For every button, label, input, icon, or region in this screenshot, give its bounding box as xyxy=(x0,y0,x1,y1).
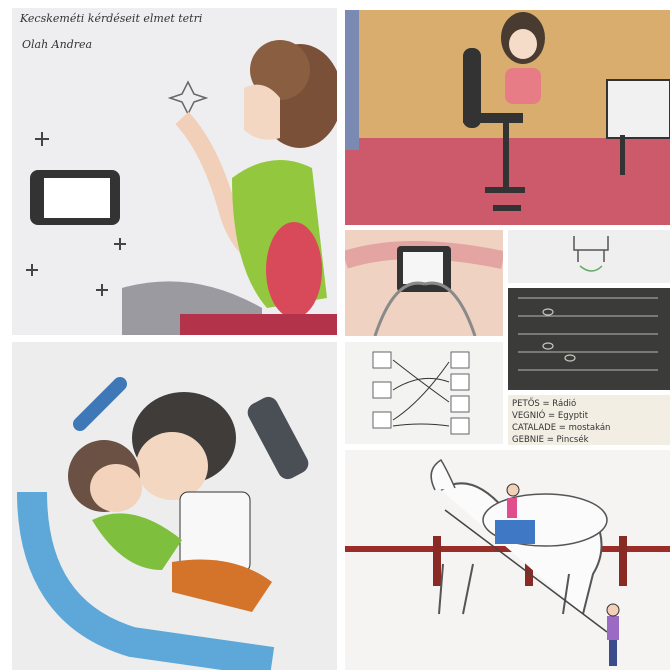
word-1: PETŐS = Rádió xyxy=(512,399,577,409)
furniture-sketch xyxy=(508,230,670,283)
tv-drawing xyxy=(345,230,503,336)
matching-worksheet xyxy=(345,342,503,444)
dentist-drawing xyxy=(12,342,337,670)
word-3: CATALADE = mostakán xyxy=(512,423,611,433)
word-4: GEBNIE = Pincsék xyxy=(512,435,589,445)
handwriting-line-2: Olah Andrea xyxy=(22,38,93,51)
desk-chair-drawing xyxy=(345,10,670,225)
horse-drawing xyxy=(345,450,670,670)
worksheet-lines xyxy=(508,288,670,390)
tablet-reader-drawing xyxy=(12,8,337,335)
word-2: VEGNIÓ = Egyptit xyxy=(512,411,589,421)
handwriting-line-1: Kecskeméti kérdéseit elmet tetri xyxy=(20,12,203,25)
word-list xyxy=(508,395,670,445)
